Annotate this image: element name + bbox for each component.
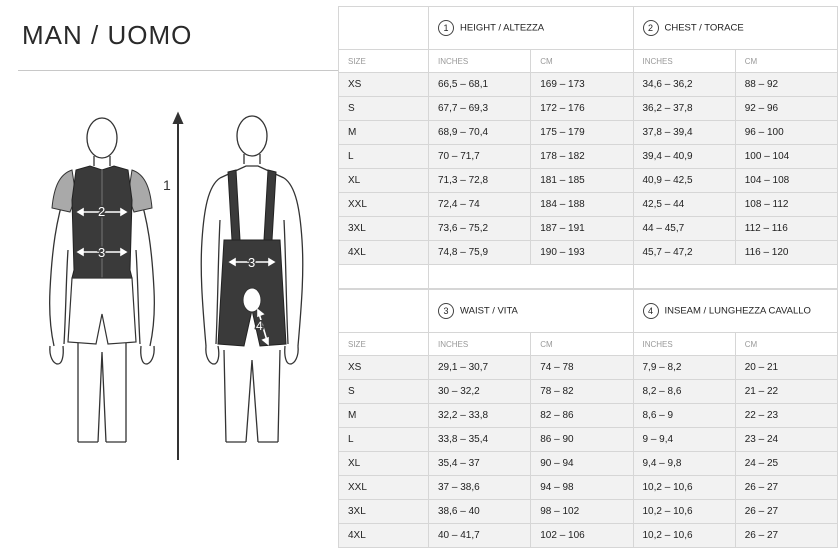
table-cell: 40 – 41,7 xyxy=(429,524,531,548)
table-cell: 3XL xyxy=(339,217,429,241)
table-cell: 20 – 21 xyxy=(735,356,837,380)
table-cell: 29,1 – 30,7 xyxy=(429,356,531,380)
table-cell: 7,9 – 8,2 xyxy=(633,356,735,380)
table-cell: 24 – 25 xyxy=(735,452,837,476)
size-table-bottom xyxy=(338,289,838,548)
table-cell: 9 – 9,4 xyxy=(633,428,735,452)
section-label: INSEAM / LUNGHEZZA CAVALLO xyxy=(664,305,811,317)
table-cell: 169 – 173 xyxy=(531,73,633,97)
jersey-marker-2: 2 xyxy=(98,204,106,219)
title-divider xyxy=(18,70,338,71)
table-cell: 108 – 112 xyxy=(735,193,837,217)
table-row xyxy=(339,169,838,193)
height-arrow xyxy=(174,114,182,460)
table-cell: 86 – 90 xyxy=(531,428,633,452)
table-cell: 66,5 – 68,1 xyxy=(429,73,531,97)
table-cell: XL xyxy=(339,452,429,476)
col-inches: INCHES xyxy=(429,50,531,73)
table-row xyxy=(339,241,838,265)
table-cell: 34,6 – 36,2 xyxy=(633,73,735,97)
table-cell: 116 – 120 xyxy=(735,241,837,265)
bib-straps xyxy=(228,170,276,240)
table-cell: XS xyxy=(339,73,429,97)
table-cell: 26 – 27 xyxy=(735,524,837,548)
figure-panel xyxy=(0,0,338,556)
table-cell: 10,2 – 10,6 xyxy=(633,500,735,524)
table-cell: 94 – 98 xyxy=(531,476,633,500)
table-cell: M xyxy=(339,121,429,145)
table-cell: 40,9 – 42,5 xyxy=(633,169,735,193)
table-cell: 88 – 92 xyxy=(735,73,837,97)
table-row xyxy=(339,452,838,476)
table-cell: 190 – 193 xyxy=(531,241,633,265)
table-cell: 172 – 176 xyxy=(531,97,633,121)
table-cell: 74 – 78 xyxy=(531,356,633,380)
table-cell: 35,4 – 37 xyxy=(429,452,531,476)
table-cell: 90 – 94 xyxy=(531,452,633,476)
table-cell: S xyxy=(339,380,429,404)
bib-marker-3: 3 xyxy=(248,255,256,270)
table-cell: 38,6 – 40 xyxy=(429,500,531,524)
table-cell: 21 – 22 xyxy=(735,380,837,404)
table-cell: M xyxy=(339,404,429,428)
subheader-row xyxy=(339,333,838,356)
table-cell: 175 – 179 xyxy=(531,121,633,145)
jersey-marker-3: 3 xyxy=(98,245,106,260)
front-shorts xyxy=(68,278,136,344)
table-row xyxy=(339,73,838,97)
table-cell: 71,3 – 72,8 xyxy=(429,169,531,193)
table-row xyxy=(339,217,838,241)
table-cell: S xyxy=(339,97,429,121)
height-marker-label: 1 xyxy=(163,177,171,193)
table-cell: 68,9 – 70,4 xyxy=(429,121,531,145)
table-row xyxy=(339,524,838,548)
table-cell: 73,6 – 75,2 xyxy=(429,217,531,241)
table-row xyxy=(339,476,838,500)
table-cell: 3XL xyxy=(339,500,429,524)
table-cell: 26 – 27 xyxy=(735,500,837,524)
table-cell: 37,8 – 39,4 xyxy=(633,121,735,145)
table-cell: 8,6 – 9 xyxy=(633,404,735,428)
marker-icon: 2 xyxy=(643,20,659,36)
col-inches: INCHES xyxy=(429,333,531,356)
table-row xyxy=(339,500,838,524)
table-cell: 42,5 – 44 xyxy=(633,193,735,217)
table-cell: XL xyxy=(339,169,429,193)
marker-icon: 3 xyxy=(438,303,454,319)
table-cell: XXL xyxy=(339,476,429,500)
table-cell: 33,8 – 35,4 xyxy=(429,428,531,452)
table-cell: 112 – 116 xyxy=(735,217,837,241)
page-title: MAN / UOMO xyxy=(22,20,193,50)
marker-icon: 1 xyxy=(438,20,454,36)
table-row xyxy=(339,380,838,404)
table-cell: 184 – 188 xyxy=(531,193,633,217)
table-cell: 102 – 106 xyxy=(531,524,633,548)
table-cell: 100 – 104 xyxy=(735,145,837,169)
table-cell: 45,7 – 47,2 xyxy=(633,241,735,265)
section-header-row xyxy=(339,290,838,333)
bib-marker-4: 4 xyxy=(256,319,263,333)
table-cell: 187 – 191 xyxy=(531,217,633,241)
table-cell: XS xyxy=(339,356,429,380)
table-row xyxy=(339,121,838,145)
table-cell: 78 – 82 xyxy=(531,380,633,404)
table-cell: 181 – 185 xyxy=(531,169,633,193)
col-cm: CM xyxy=(735,50,837,73)
table-cell: 23 – 24 xyxy=(735,428,837,452)
col-inches: INCHES xyxy=(633,50,735,73)
table-cell: 26 – 27 xyxy=(735,476,837,500)
table-cell: 4XL xyxy=(339,524,429,548)
section-label: WAIST / VITA xyxy=(460,305,518,317)
section-header-row xyxy=(339,7,838,50)
col-size: SIZE xyxy=(339,333,429,356)
table-cell: 67,7 – 69,3 xyxy=(429,97,531,121)
table-cell: 37 – 38,6 xyxy=(429,476,531,500)
col-cm: CM xyxy=(735,333,837,356)
table-cell: 98 – 102 xyxy=(531,500,633,524)
table-cell: 10,2 – 10,6 xyxy=(633,524,735,548)
table-cell: 104 – 108 xyxy=(735,169,837,193)
table-row xyxy=(339,145,838,169)
spacer-row xyxy=(339,265,838,289)
table-row xyxy=(339,356,838,380)
table-row xyxy=(339,404,838,428)
col-size: SIZE xyxy=(339,50,429,73)
col-cm: CM xyxy=(531,50,633,73)
table-cell: 22 – 23 xyxy=(735,404,837,428)
subheader-row xyxy=(339,50,838,73)
table-row xyxy=(339,193,838,217)
table-cell: 8,2 – 8,6 xyxy=(633,380,735,404)
table-cell: 72,4 – 74 xyxy=(429,193,531,217)
table-cell: 92 – 96 xyxy=(735,97,837,121)
col-cm: CM xyxy=(531,333,633,356)
section-label: HEIGHT / ALTEZZA xyxy=(460,22,545,34)
table-cell: 9,4 – 9,8 xyxy=(633,452,735,476)
table-cell: XXL xyxy=(339,193,429,217)
table-cell: 30 – 32,2 xyxy=(429,380,531,404)
body-measurement-illustration xyxy=(20,100,340,460)
table-cell: 4XL xyxy=(339,241,429,265)
table-cell: 44 – 45,7 xyxy=(633,217,735,241)
table-cell: 82 – 86 xyxy=(531,404,633,428)
table-row xyxy=(339,97,838,121)
marker-icon: 4 xyxy=(643,303,659,319)
section-label: CHEST / TORACE xyxy=(664,22,744,34)
table-row xyxy=(339,428,838,452)
size-table-top xyxy=(338,6,838,289)
table-cell: 74,8 – 75,9 xyxy=(429,241,531,265)
table-cell: 70 – 71,7 xyxy=(429,145,531,169)
table-cell: 10,2 – 10,6 xyxy=(633,476,735,500)
table-cell: 96 – 100 xyxy=(735,121,837,145)
table-cell: 32,2 – 33,8 xyxy=(429,404,531,428)
table-cell: 36,2 – 37,8 xyxy=(633,97,735,121)
table-cell: 178 – 182 xyxy=(531,145,633,169)
col-inches: INCHES xyxy=(633,333,735,356)
table-cell: L xyxy=(339,145,429,169)
table-cell: 39,4 – 40,9 xyxy=(633,145,735,169)
table-cell: L xyxy=(339,428,429,452)
